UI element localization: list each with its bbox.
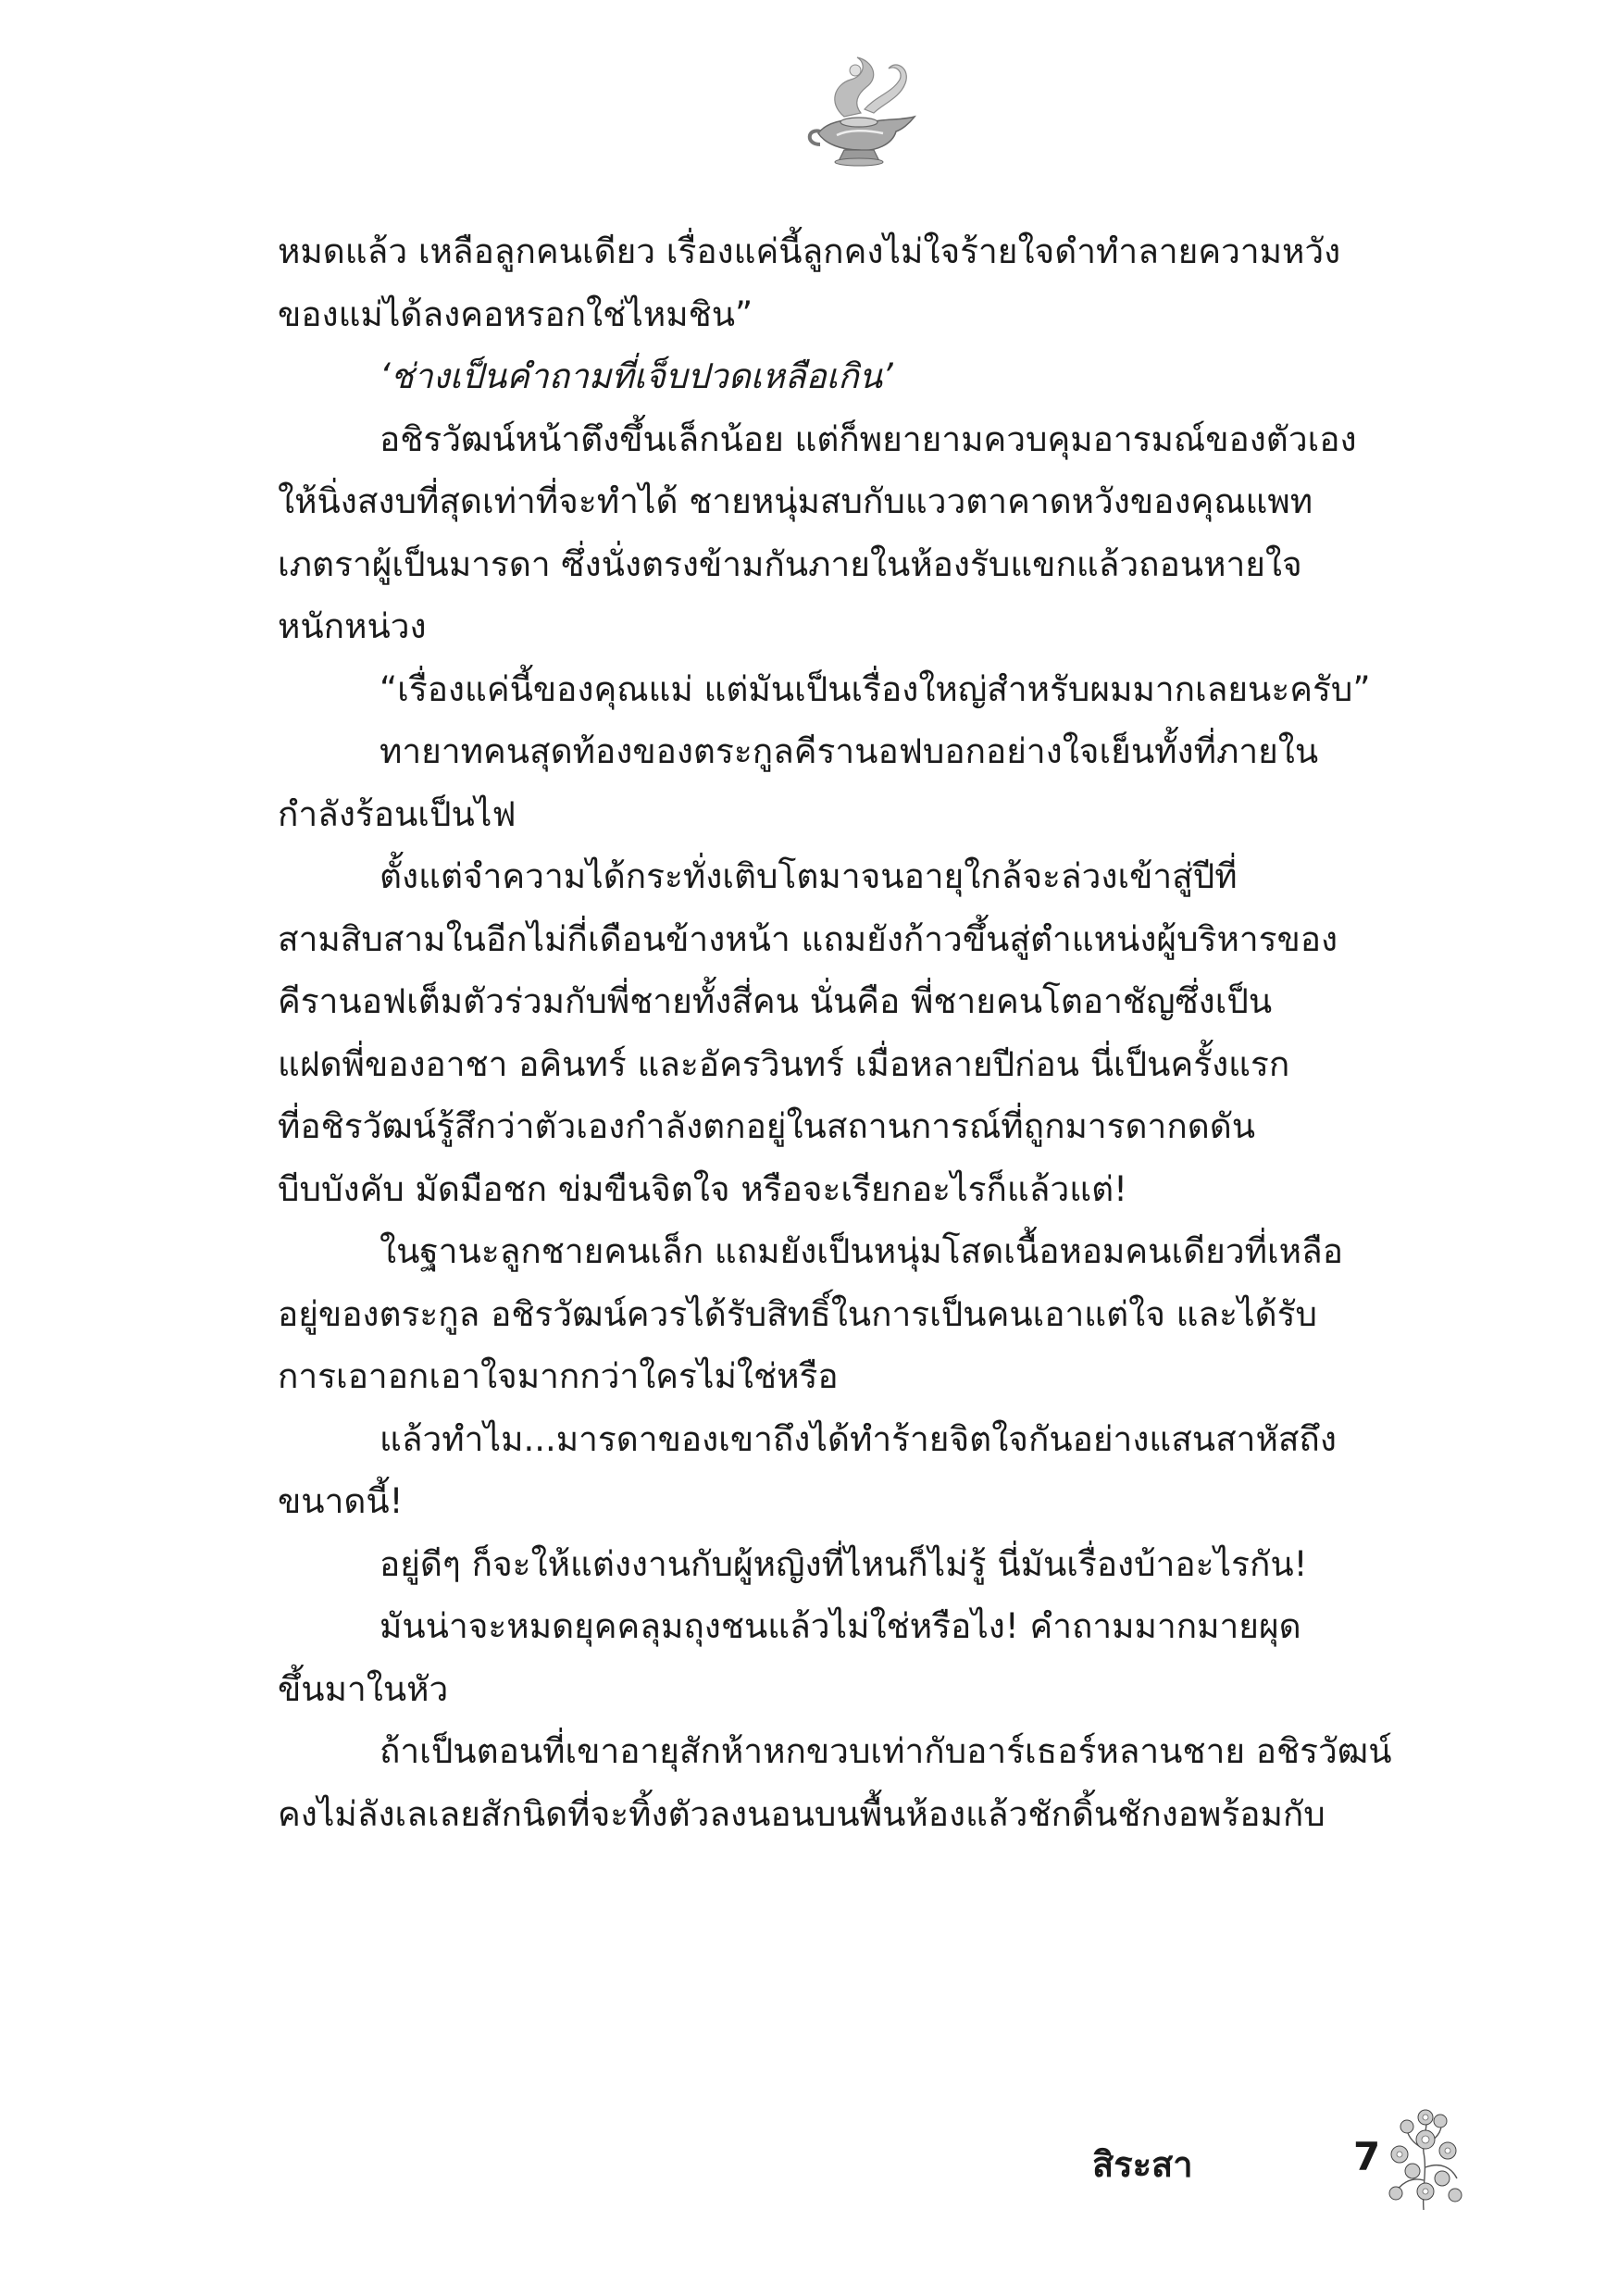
body-text [278, 220, 1472, 1845]
text-line: คงไม่ลังเลเลยสักนิดที่จะทิ้งตัวลงนอนบนพื้นห้องแล้วชักดิ้นชักงอพร้อมกับ [278, 1793, 1326, 1834]
text-line: กำลังร้อนเป็นไฟ [278, 793, 517, 834]
text-line: หนักหน่วง [278, 606, 427, 646]
text-line: อชิรวัฒน์หน้าตึงขึ้นเล็กน้อย แต่ก็พยายามควบคุมอารมณ์ของตัวเอง [380, 418, 1357, 459]
page-footer [1092, 2106, 1462, 2217]
text-line: บีบบังคับ มัดมือชก ข่มขืนจิตใจ หรือจะเรียกอะไรก็แล้วแต่! [278, 1168, 1127, 1209]
book-title: สิระสา [1092, 2144, 1193, 2185]
genie-lamp-icon [800, 52, 929, 172]
text-line: ของแม่ได้ลงคอหรอกใช่ไหมชิน” [278, 293, 753, 334]
text-line: ‘ช่างเป็นคำถามที่เจ็บปวดเหลือเกิน’ [380, 356, 893, 396]
text-line: เภตราผู้เป็นมารดา ซึ่งนั่งตรงข้ามกันภายในห้องรับแขกแล้วถอนหายใจ [278, 543, 1302, 584]
text-line: มันน่าจะหมดยุคคลุมถุงชนแล้วไม่ใช่หรือไง! คำถามมากมายผุด [380, 1606, 1301, 1646]
text-line: คีรานอฟเต็มตัวร่วมกับพี่ชายทั้งสี่คน นั่นคือ พี่ชายคนโตอาชัญซึ่งเป็น [278, 981, 1273, 1021]
text-line: การเอาอกเอาใจมากกว่าใครไม่ใช่หรือ [278, 1356, 839, 1396]
text-line: ทายาทคนสุดท้องของตระกูลคีรานอฟบอกอย่างใจเย็นทั้งที่ภายใน [380, 731, 1319, 771]
text-line: ตั้งแต่จำความได้กระทั่งเติบโตมาจนอายุใกล้จะล่วงเข้าสู่ปีที่ [380, 856, 1238, 896]
text-line: ที่อชิรวัฒน์รู้สึกว่าตัวเองกำลังตกอยู่ในสถานการณ์ที่ถูกมารดากดดัน [278, 1106, 1256, 1146]
text-line: ถ้าเป็นตอนที่เขาอายุสักห้าหกขวบเท่ากับอาร์เธอร์หลานชาย อชิรวัฒน์ [380, 1731, 1392, 1771]
text-line: ขึ้นมาในหัว [278, 1668, 449, 1709]
text-line: หมดแล้ว เหลือลูกคนเดียว เรื่องแค่นี้ลูกคงไม่ใจร้ายใจดำทำลายความหวัง [278, 231, 1341, 271]
text-line: “เรื่องแค่นี้ของคุณแม่ แต่มันเป็นเรื่องใหญ่สำหรับผมมากเลยนะครับ” [380, 668, 1371, 709]
text-line: แล้วทำไม...มารดาของเขาถึงได้ทำร้ายจิตใจกันอย่างแสนสาหัสถึง [380, 1418, 1337, 1459]
text-line: แฝดพี่ของอาชา อคินทร์ และอัครวินทร์ เมื่อหลายปีก่อน นี่เป็นครั้งแรก [278, 1043, 1290, 1084]
text-line: ในฐานะลูกชายคนเล็ก แถมยังเป็นหนุ่มโสดเนื้อหอมคนเดียวที่เหลือ [380, 1231, 1343, 1271]
text-line: ขนาดนี้! [278, 1481, 404, 1521]
text-line: สามสิบสามในอีกไม่กี่เดือนข้างหน้า แถมยังก้าวขึ้นสู่ตำแหน่งผู้บริหารของ [278, 918, 1338, 959]
text-line: อยู่ดีๆ ก็จะให้แต่งงานกับผู้หญิงที่ไหนก็ไม่รู้ นี่มันเรื่องบ้าอะไรกัน! [380, 1543, 1308, 1584]
text-line: ให้นิ่งสงบที่สุดเท่าที่จะทำได้ ชายหนุ่มสบกับแววตาคาดหวังของคุณแพท [278, 481, 1313, 521]
page-number: 7 [1353, 2134, 1381, 2179]
text-line: อยู่ของตระกูล อชิรวัฒน์ควรได้รับสิทธิ์ในการเป็นคนเอาแต่ใจ และได้รับ [278, 1293, 1318, 1334]
floral-ornament-icon [1387, 2106, 1462, 2215]
